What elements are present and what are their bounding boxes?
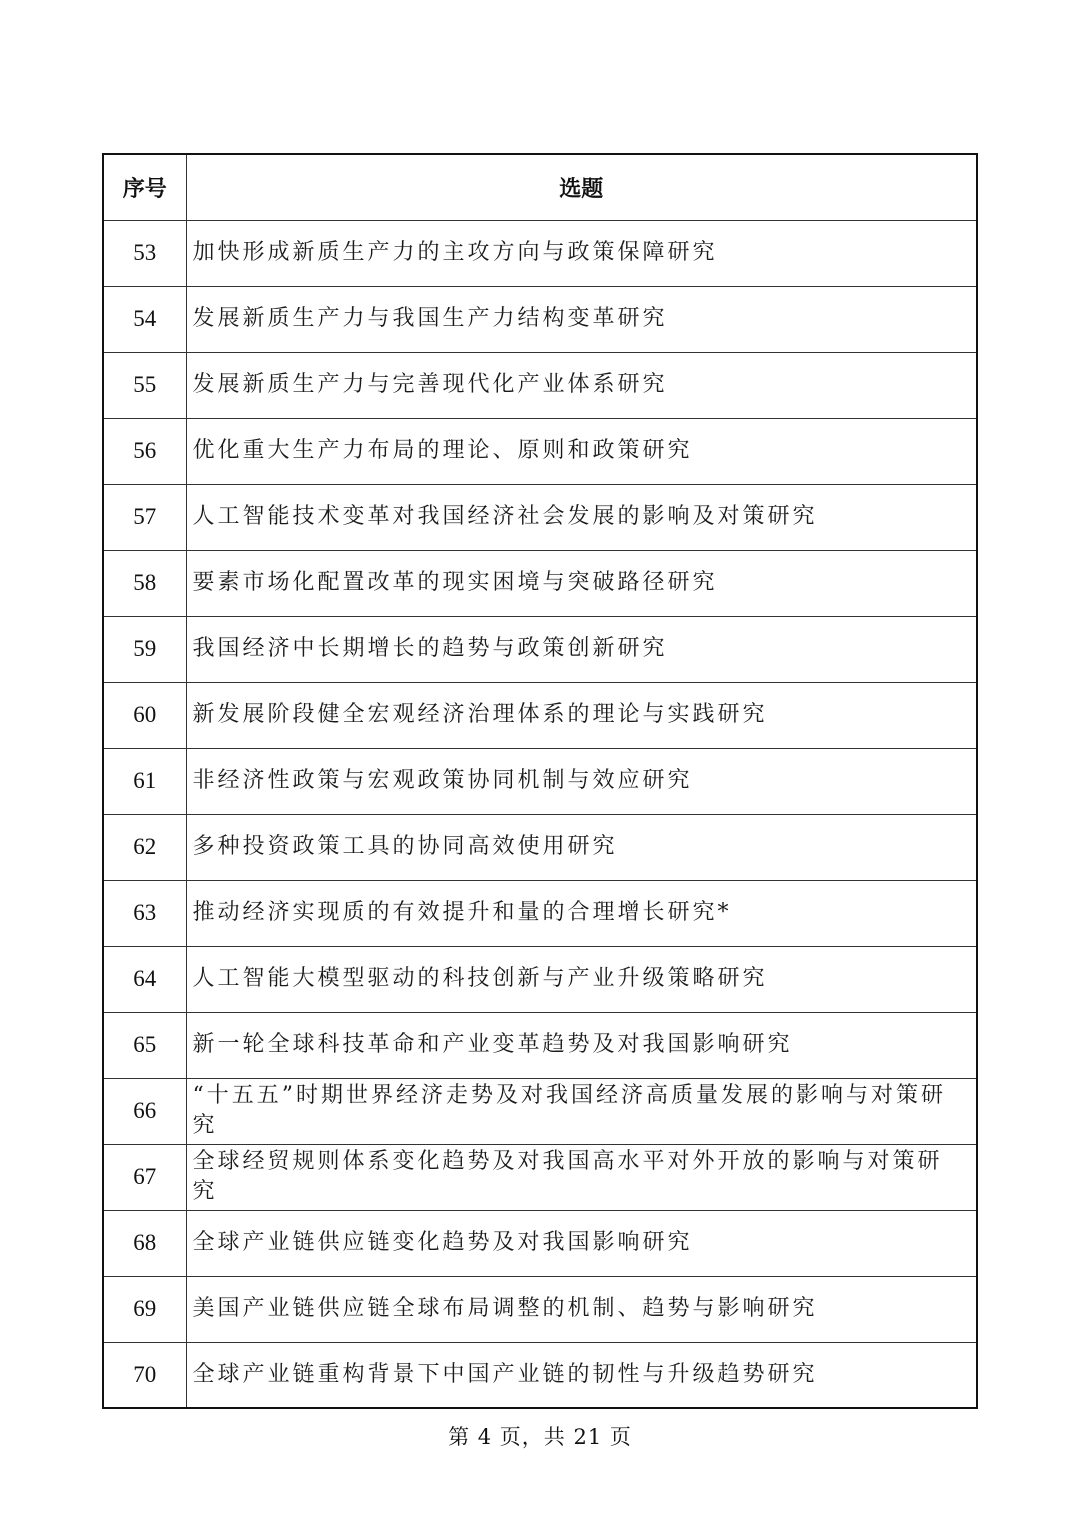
row-number: 54 <box>103 286 186 352</box>
row-number: 64 <box>103 946 186 1012</box>
page-number-footer: 第 4 页，共 21 页 <box>448 1425 632 1449</box>
row-number: 63 <box>103 880 186 946</box>
table-row <box>103 418 977 484</box>
table-row <box>103 1276 977 1342</box>
row-topic: 全球产业链重构背景下中国产业链的韧性与升级趋势研究 <box>186 1342 977 1408</box>
row-topic: 我国经济中长期增长的趋势与政策创新研究 <box>186 616 977 682</box>
table-row <box>103 616 977 682</box>
row-number: 56 <box>103 418 186 484</box>
table-row <box>103 1078 977 1144</box>
header-topic: 选题 <box>186 154 977 220</box>
header-number: 序号 <box>103 154 186 220</box>
row-number: 58 <box>103 550 186 616</box>
table-row <box>103 682 977 748</box>
table-row <box>103 286 977 352</box>
row-number: 60 <box>103 682 186 748</box>
row-number: 62 <box>103 814 186 880</box>
table-row <box>103 352 977 418</box>
row-number: 55 <box>103 352 186 418</box>
row-topic: 非经济性政策与宏观政策协同机制与效应研究 <box>186 748 977 814</box>
row-number: 61 <box>103 748 186 814</box>
row-topic: 全球产业链供应链变化趋势及对我国影响研究 <box>186 1210 977 1276</box>
row-topic: 人工智能大模型驱动的科技创新与产业升级策略研究 <box>186 946 977 1012</box>
table-row <box>103 814 977 880</box>
row-topic: 发展新质生产力与完善现代化产业体系研究 <box>186 352 977 418</box>
row-topic: 全球经贸规则体系变化趋势及对我国高水平对外开放的影响与对策研究 <box>186 1144 977 1210</box>
table-row <box>103 880 977 946</box>
row-topic: 发展新质生产力与我国生产力结构变革研究 <box>186 286 977 352</box>
row-number: 70 <box>103 1342 186 1408</box>
row-number: 57 <box>103 484 186 550</box>
table-row <box>103 550 977 616</box>
table-row <box>103 946 977 1012</box>
topics-table <box>102 153 978 1409</box>
row-number: 53 <box>103 220 186 286</box>
row-number: 69 <box>103 1276 186 1342</box>
row-number: 68 <box>103 1210 186 1276</box>
table-row <box>103 484 977 550</box>
row-topic: 多种投资政策工具的协同高效使用研究 <box>186 814 977 880</box>
table-body <box>103 220 977 1408</box>
table-row <box>103 220 977 286</box>
row-topic: 优化重大生产力布局的理论、原则和政策研究 <box>186 418 977 484</box>
row-topic: 新一轮全球科技革命和产业变革趋势及对我国影响研究 <box>186 1012 977 1078</box>
table-row <box>103 1342 977 1408</box>
row-number: 66 <box>103 1078 186 1144</box>
row-topic: “十五五”时期世界经济走势及对我国经济高质量发展的影响与对策研究 <box>186 1078 977 1144</box>
table-row <box>103 1144 977 1210</box>
row-topic: 人工智能技术变革对我国经济社会发展的影响及对策研究 <box>186 484 977 550</box>
row-number: 59 <box>103 616 186 682</box>
table-row <box>103 1012 977 1078</box>
table-row <box>103 1210 977 1276</box>
table-row <box>103 748 977 814</box>
table-header-row <box>103 154 977 220</box>
row-topic: 要素市场化配置改革的现实困境与突破路径研究 <box>186 550 977 616</box>
row-number: 65 <box>103 1012 186 1078</box>
row-topic: 美国产业链供应链全球布局调整的机制、趋势与影响研究 <box>186 1276 977 1342</box>
row-number: 67 <box>103 1144 186 1210</box>
row-topic: 新发展阶段健全宏观经济治理体系的理论与实践研究 <box>186 682 977 748</box>
row-topic: 加快形成新质生产力的主攻方向与政策保障研究 <box>186 220 977 286</box>
row-topic: 推动经济实现质的有效提升和量的合理增长研究* <box>186 880 977 946</box>
